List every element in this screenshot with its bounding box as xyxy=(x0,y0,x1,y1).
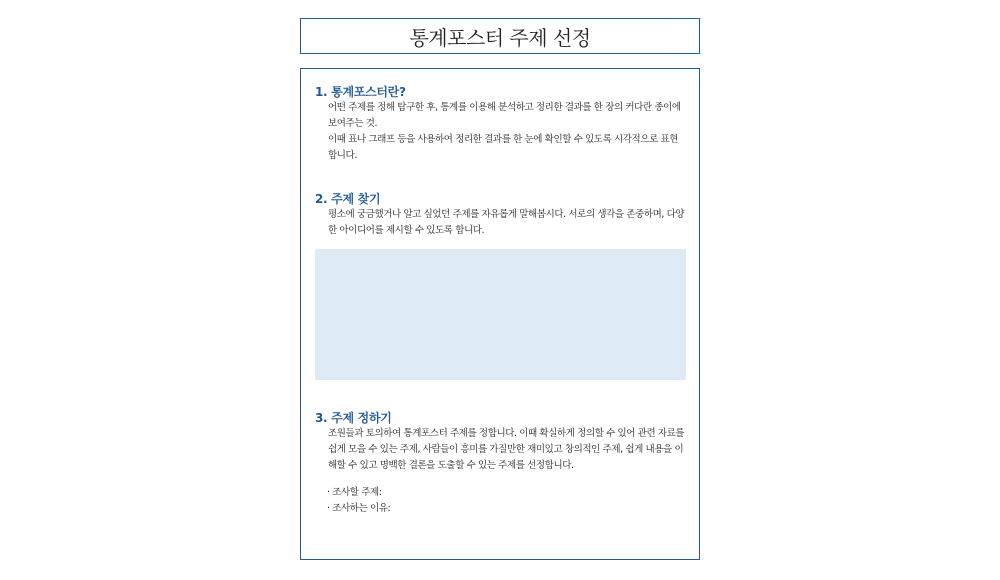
section-heading-find-topic: 2. 주제 찾기 xyxy=(315,192,381,206)
paragraph: 평소에 궁금했거나 알고 싶었던 주제를 자유롭게 말해봅시다. 서로의 생각을 존중하며, 다양한 아이디어를 제시할 수 있도록 합니다. xyxy=(328,209,685,236)
page-title: 통계포스터 주제 선정 xyxy=(300,18,700,54)
paragraph: 어떤 주제를 정해 탐구한 후, 통계를 이용해 분석하고 정리한 결과를 한 장의 커다란 종이에 보여주는 것. xyxy=(328,102,681,129)
paragraph: 이때 표나 그래프 등을 사용하여 정리한 결과를 한 눈에 확인할 수 있도록 시각적으로 표현 합니다. xyxy=(328,134,679,161)
section-body-what-is-poster xyxy=(328,100,686,164)
section-heading-what-is-poster: 1. 통계포스터란? xyxy=(315,85,406,99)
section-heading-choose-topic: 3. 주제 정하기 xyxy=(315,411,392,425)
paragraph: 조원들과 토의하여 통계포스터 주제를 정합니다. 이때 확실하게 정의할 수 있어 관련 자료를 쉽게 모을 수 있는 주제, 사람들이 흥미를 가질만한 재미있고 창의적인 주제, 쉽게 내용을 이해할 수 있고 명백한 결론을 도출할 수 있는 주제를 선정합니다. xyxy=(328,428,685,471)
idea-writing-area[interactable] xyxy=(315,249,686,380)
section-body-find-topic xyxy=(328,207,686,239)
reason-field-label: · 조사하는 이유: xyxy=(327,503,391,514)
topic-field-label: · 조사할 주제: xyxy=(327,487,382,498)
section-body-choose-topic xyxy=(328,426,686,474)
worksheet-panel xyxy=(300,68,700,560)
